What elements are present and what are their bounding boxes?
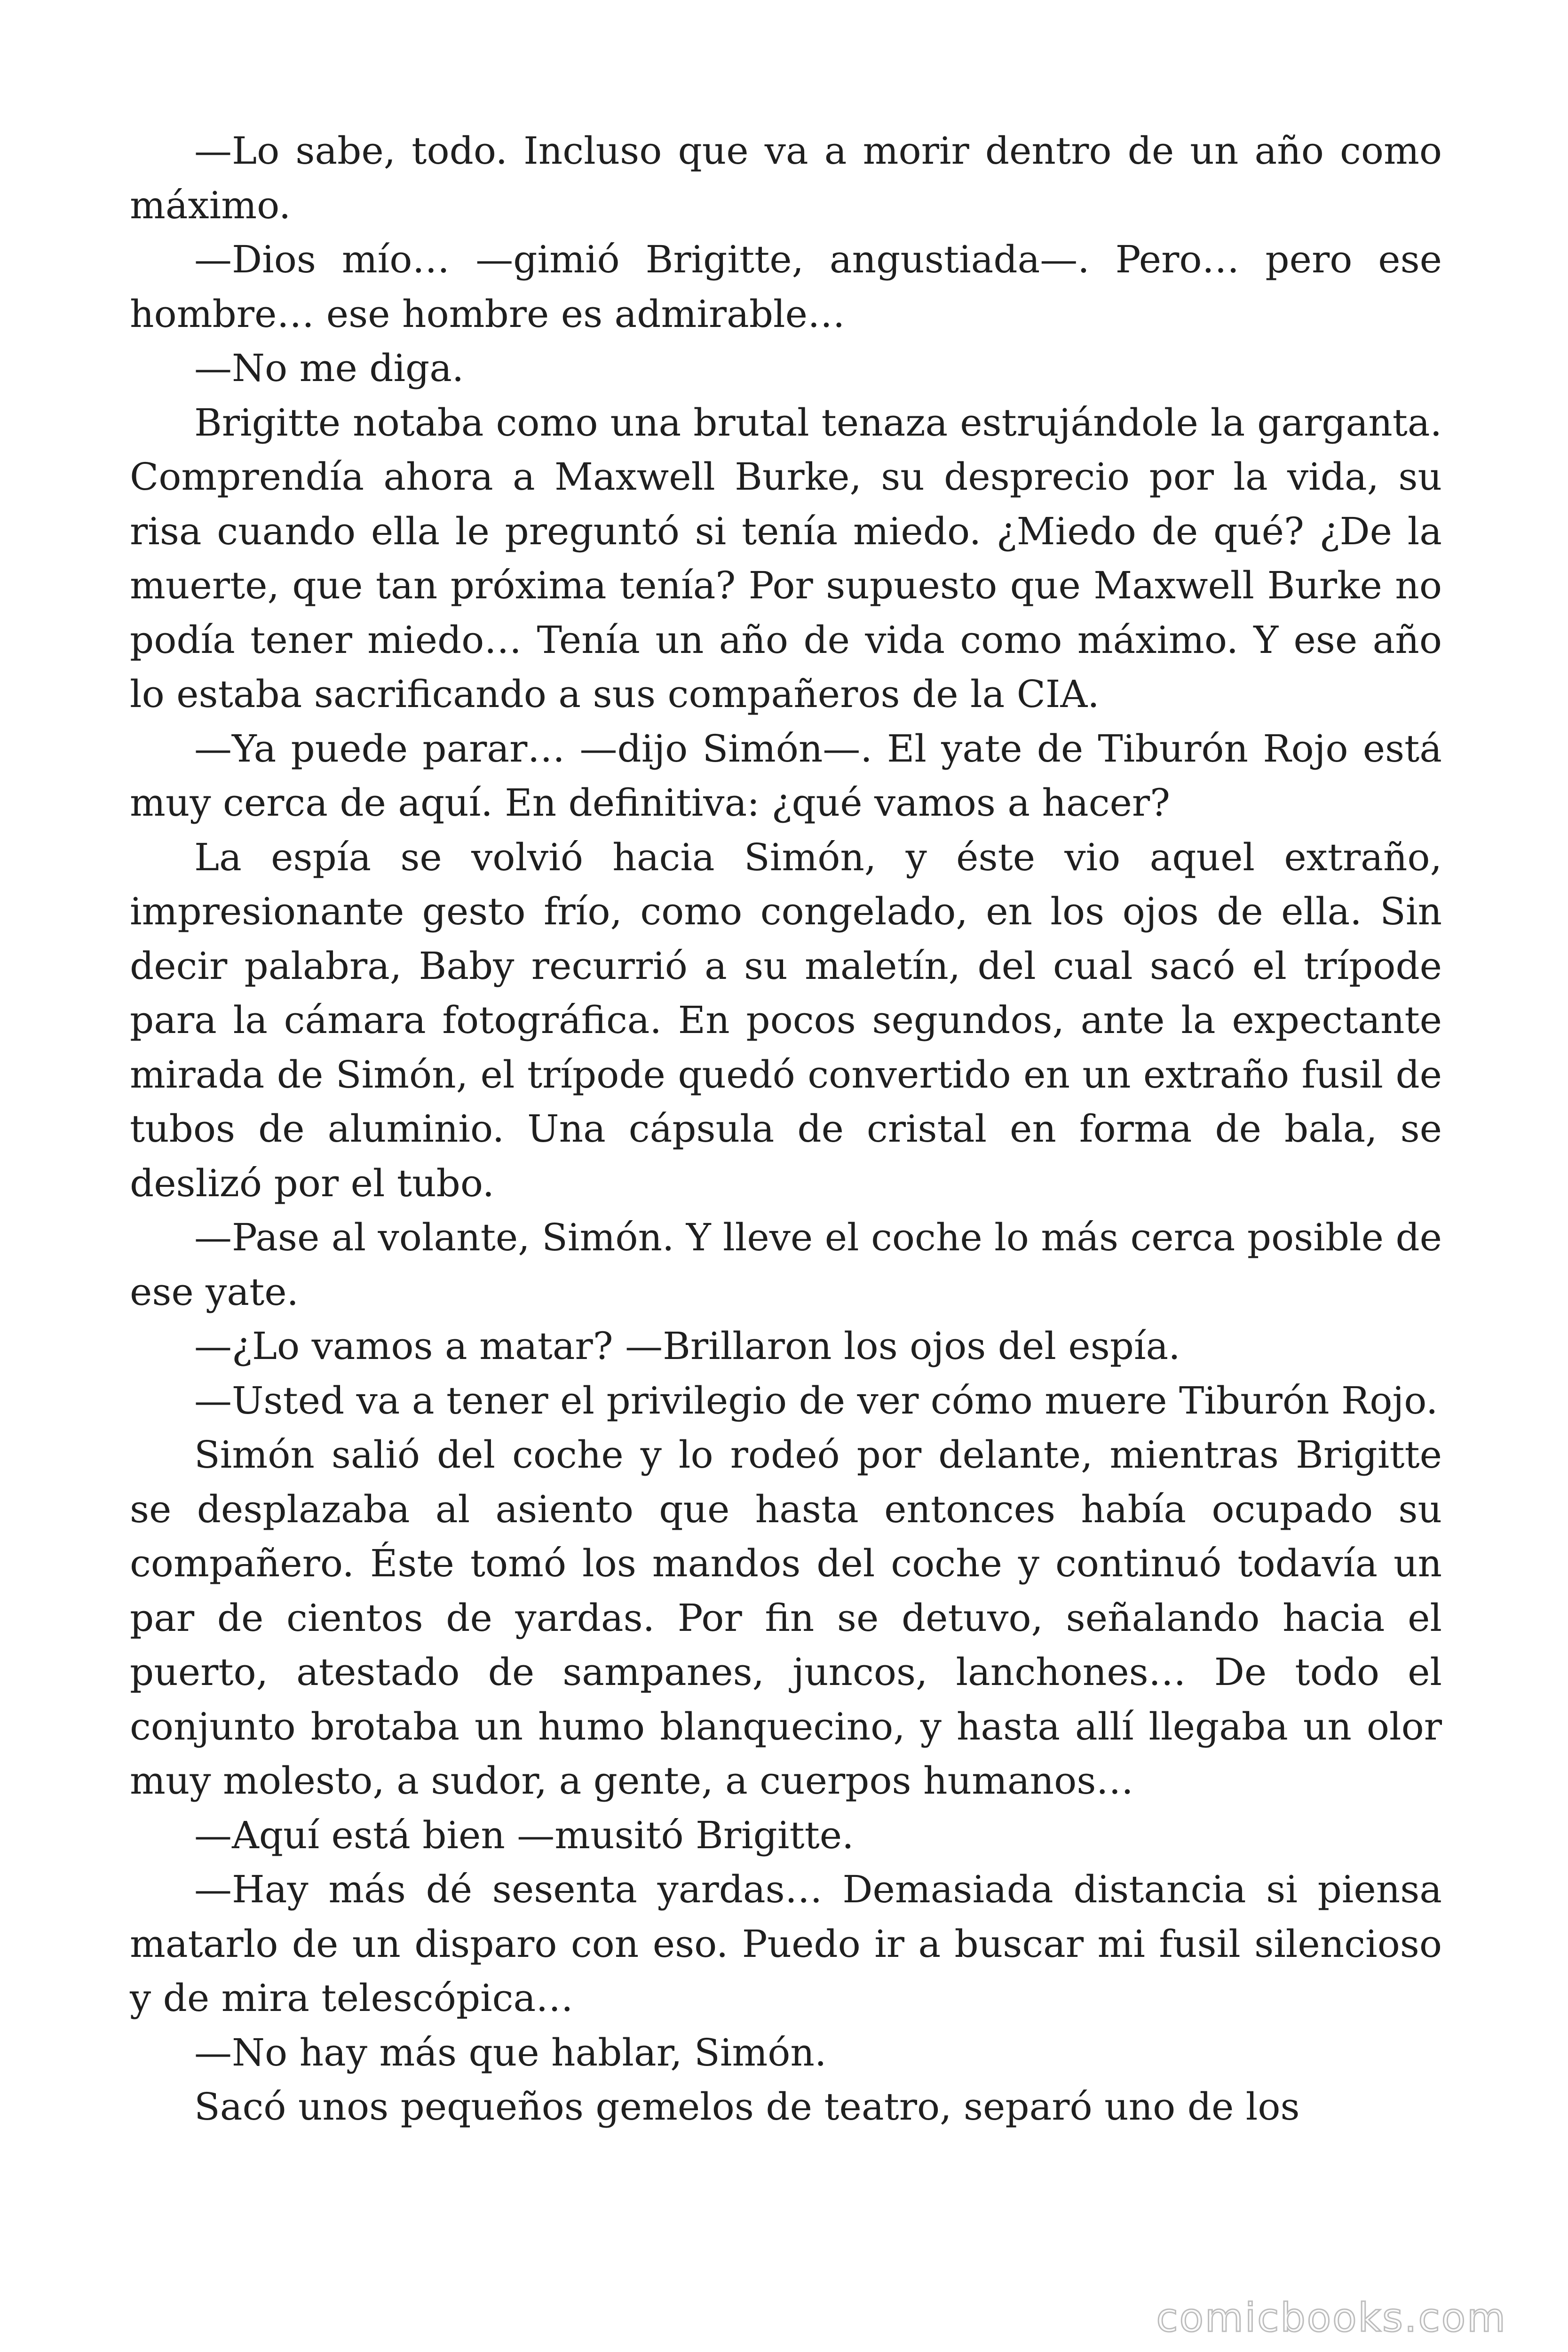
paragraph: —Aquí está bien —musitó Brigitte. <box>194 1813 854 1857</box>
paragraph: —No me diga. <box>194 346 464 390</box>
paragraph: Brigitte notaba como una brutal tenaza estrujándole la garganta. Comprendía ahora a Maxwell Burke, su desprecio por la vida, su risa cuando ella le preguntó si tenía miedo. ¿Miedo de qué? ¿De la muerte, que tan próxima tenía? Por supuesto que Maxwell Burke no podía tener miedo… Tenía un año de vida como máximo. Y ese año lo estaba sacrificando a sus compañeros de la CIA. <box>130 400 1442 716</box>
paragraph: —Ya puede parar… —dijo Simón—. El yate de Tiburón Rojo está muy cerca de aquí. En definitiva: ¿qué vamos a hacer? <box>130 726 1442 825</box>
watermark: comicbooks.com <box>1156 2295 1507 2341</box>
paragraph: —Hay más dé sesenta yardas… Demasiada distancia si piensa matarlo de un disparo con eso. Puedo ir a buscar mi fusil silencioso y de mira telescópica… <box>130 1867 1442 2020</box>
paragraph: —Pase al volante, Simón. Y lleve el coche lo más cerca posible de ese yate. <box>130 1216 1442 1314</box>
paragraph: —Lo sabe, todo. Incluso que va a morir dentro de un año como máximo. <box>130 129 1442 227</box>
paragraph: —¿Lo vamos a matar? —Brillaron los ojos del espía. <box>194 1324 1180 1368</box>
paragraph: —No hay más que hablar, Simón. <box>194 2030 827 2074</box>
paragraph: —Dios mío… —gimió Brigitte, angustiada—. Pero… pero ese hombre… ese hombre es admirable… <box>130 238 1442 336</box>
paragraph: —Usted va a tener el privilegio de ver cómo muere Tiburón Rojo. <box>194 1378 1438 1422</box>
paragraph: Sacó unos pequeños gemelos de teatro, separó uno de los <box>194 2085 1300 2129</box>
book-page-text <box>130 124 1442 2134</box>
paragraph: Simón salió del coche y lo rodeó por delante, mientras Brigitte se desplazaba al asiento que hasta entonces había ocupado su compañero. Éste tomó los mandos del coche y continuó todavía un par de cientos de yardas. Por fin se detuvo, señalando hacia el puerto, atestado de sampanes, juncos, lanchones… De todo el conjunto brotaba un humo blanquecino, y hasta allí llegaba un olor muy molesto, a sudor, a gente, a cuerpos humanos… <box>130 1433 1442 1803</box>
paragraph: La espía se volvió hacia Simón, y éste vio aquel extraño, impresionante gesto frío, como congelado, en los ojos de ella. Sin decir palabra, Baby recurrió a su maletín, del cual sacó el trípode para la cámara fotográfica. En pocos segundos, ante la expectante mirada de Simón, el trípode quedó convertido en un extraño fusil de tubos de aluminio. Una cápsula de cristal en forma de bala, se deslizó por el tubo. <box>130 835 1442 1205</box>
